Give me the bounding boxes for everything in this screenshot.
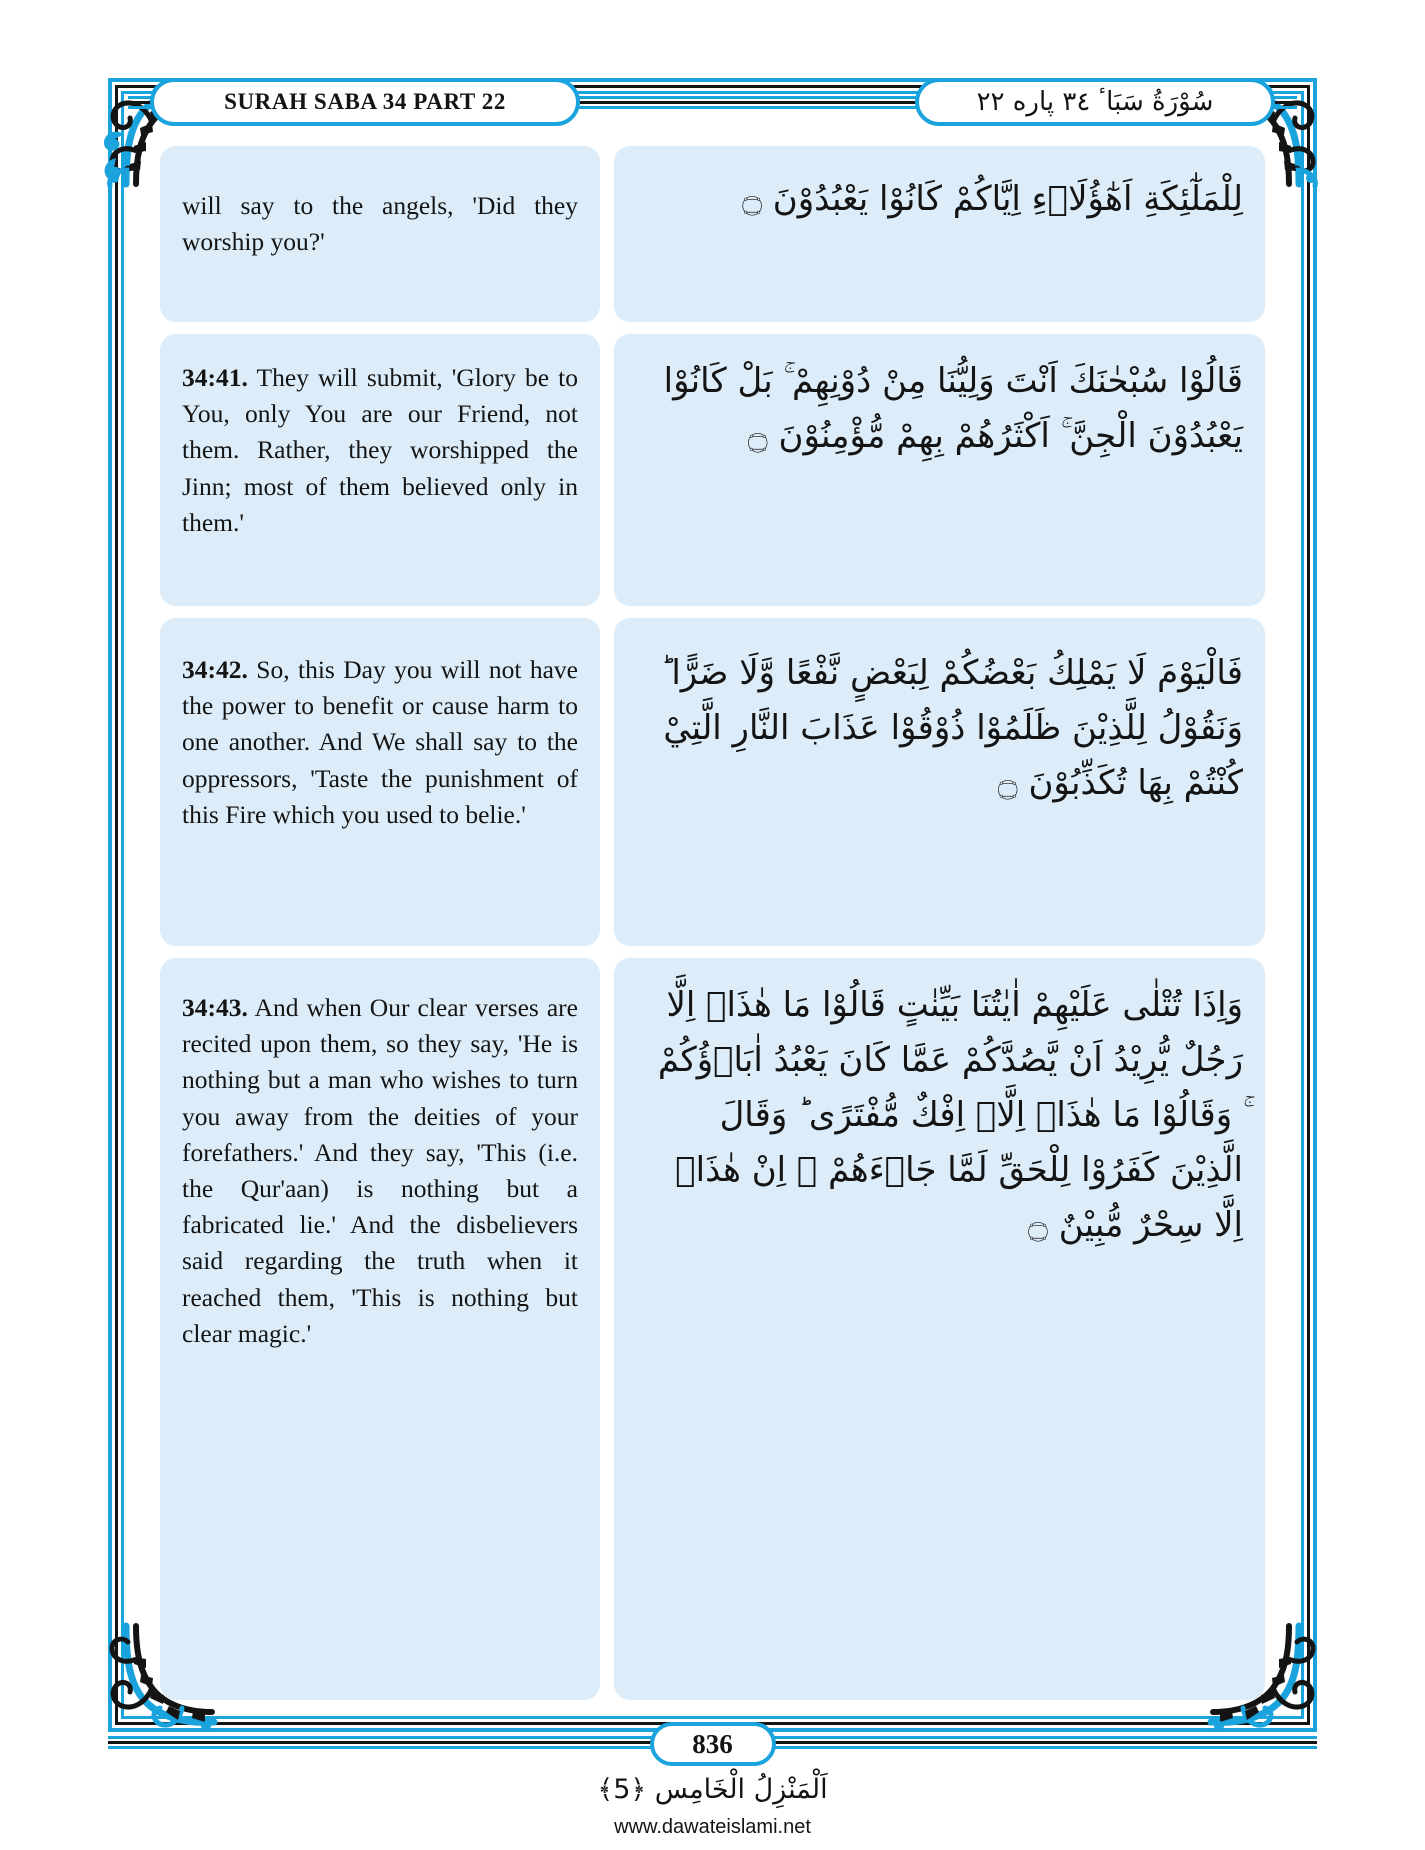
translation-cell [160, 334, 600, 606]
translation-text [182, 354, 578, 541]
website-url: www.dawateislami.net [614, 1816, 811, 1838]
verse-grid [160, 146, 1265, 1700]
arabic-text: لِلْمَلٰٓئِكَةِ اَهٰٓؤُلَاۤءِ اِيَّاكُمْ كَانُوْا يَعْبُدُوْنَ ۝ [742, 179, 1243, 219]
verse-number: 34:43. [182, 993, 248, 1022]
arabic-cell [614, 146, 1265, 322]
arabic-cell [614, 618, 1265, 946]
surah-title-badge-arabic [915, 78, 1275, 126]
translation-body: will say to the angels, 'Did they worship you?' [182, 191, 578, 257]
page-footer [0, 1690, 1425, 1850]
translation-text [182, 166, 578, 260]
arabic-cell [614, 334, 1265, 606]
page-header [128, 78, 1297, 130]
arabic-text: قَالُوْا سُبْحٰنَكَ اَنْتَ وَلِيُّنَا مِنْ دُوْنِهِمْ ۚ بَلْ كَانُوْا يَعْبُدُوْنَ الْجِنَّ ۚ اَكْثَرُهُمْ بِهِمْ مُّؤْمِنُوْنَ ۝ [663, 361, 1243, 457]
surah-title-badge [150, 78, 580, 126]
translation-text [182, 978, 578, 1352]
translation-body: They will submit, 'Glory be to You, only You are our Friend, not them. Rather, they worshipped the Jinn; most of them believed only in them.' [182, 363, 579, 537]
translation-cell [160, 958, 600, 1700]
translation-body: So, this Day you will not have the power to benefit or cause harm to one another. And We shall say to the oppressors, 'Taste the punishment of this Fire which you used to belie.' [182, 655, 578, 829]
arabic-text: وَاِذَا تُتْلٰى عَلَيْهِمْ اٰيٰتُنَا بَيِّنٰتٍ قَالُوْا مَا هٰذَاۤ اِلَّا رَجُلٌ يُّرِيْدُ اَنْ يَّصُدَّكُمْ عَمَّا كَانَ يَعْبُدُ اٰبَاۤؤُكُمْ ۚ وَقَالُوْا مَا هٰذَاۤ اِلَّاۤ اِفْكٌ مُّفْتَرًى ؕ وَقَالَ الَّذِيْنَ كَفَرُوْا لِلْحَقِّ لَمَّا جَاۤءَهُمْ ۙ اِنْ هٰذَاۤ اِلَّا سِحْرٌ مُّبِيْنٌ ۝ [657, 985, 1243, 1246]
surah-title-arabic: سُوْرَةُ سَبَاٴ ٣٤ پاره ٢٢ [976, 87, 1214, 117]
verse-number: 34:42. [182, 655, 248, 684]
manzil-label: اَلْمَنْزِلُ الْخَامِس ﴿5﴾ [597, 1774, 828, 1805]
page-number-badge [650, 1722, 776, 1766]
surah-title-english: SURAH SABA 34 PART 22 [224, 89, 506, 114]
arabic-text: فَالْيَوْمَ لَا يَمْلِكُ بَعْضُكُمْ لِبَعْضٍ نَّفْعًا وَّلَا ضَرًّا ؕ وَنَقُوْلُ لِلَّذِيْنَ ظَلَمُوْا ذُوْقُوْا عَذَابَ النَّارِ الَّتِيْ كُنْتُمْ بِهَا تُكَذِّبُوْنَ ۝ [660, 653, 1243, 804]
page-number: 836 [692, 1728, 733, 1759]
translation-column [160, 146, 600, 1700]
translation-cell [160, 618, 600, 946]
translation-cell [160, 146, 600, 322]
translation-text [182, 638, 578, 833]
verse-number: 34:41. [182, 363, 248, 392]
arabic-cell [614, 958, 1265, 1700]
translation-body: And when Our clear verses are recited upon them, so they say, 'He is nothing but a man who wishes to turn you away from the deities of your forefathers.' And they say, 'This (i.e. the Qur'aan) is nothing but a fabricated lie.' And the disbelievers said regarding the truth when it reached them, 'This is nothing but clear magic.' [182, 993, 578, 1348]
arabic-column [614, 146, 1265, 1700]
